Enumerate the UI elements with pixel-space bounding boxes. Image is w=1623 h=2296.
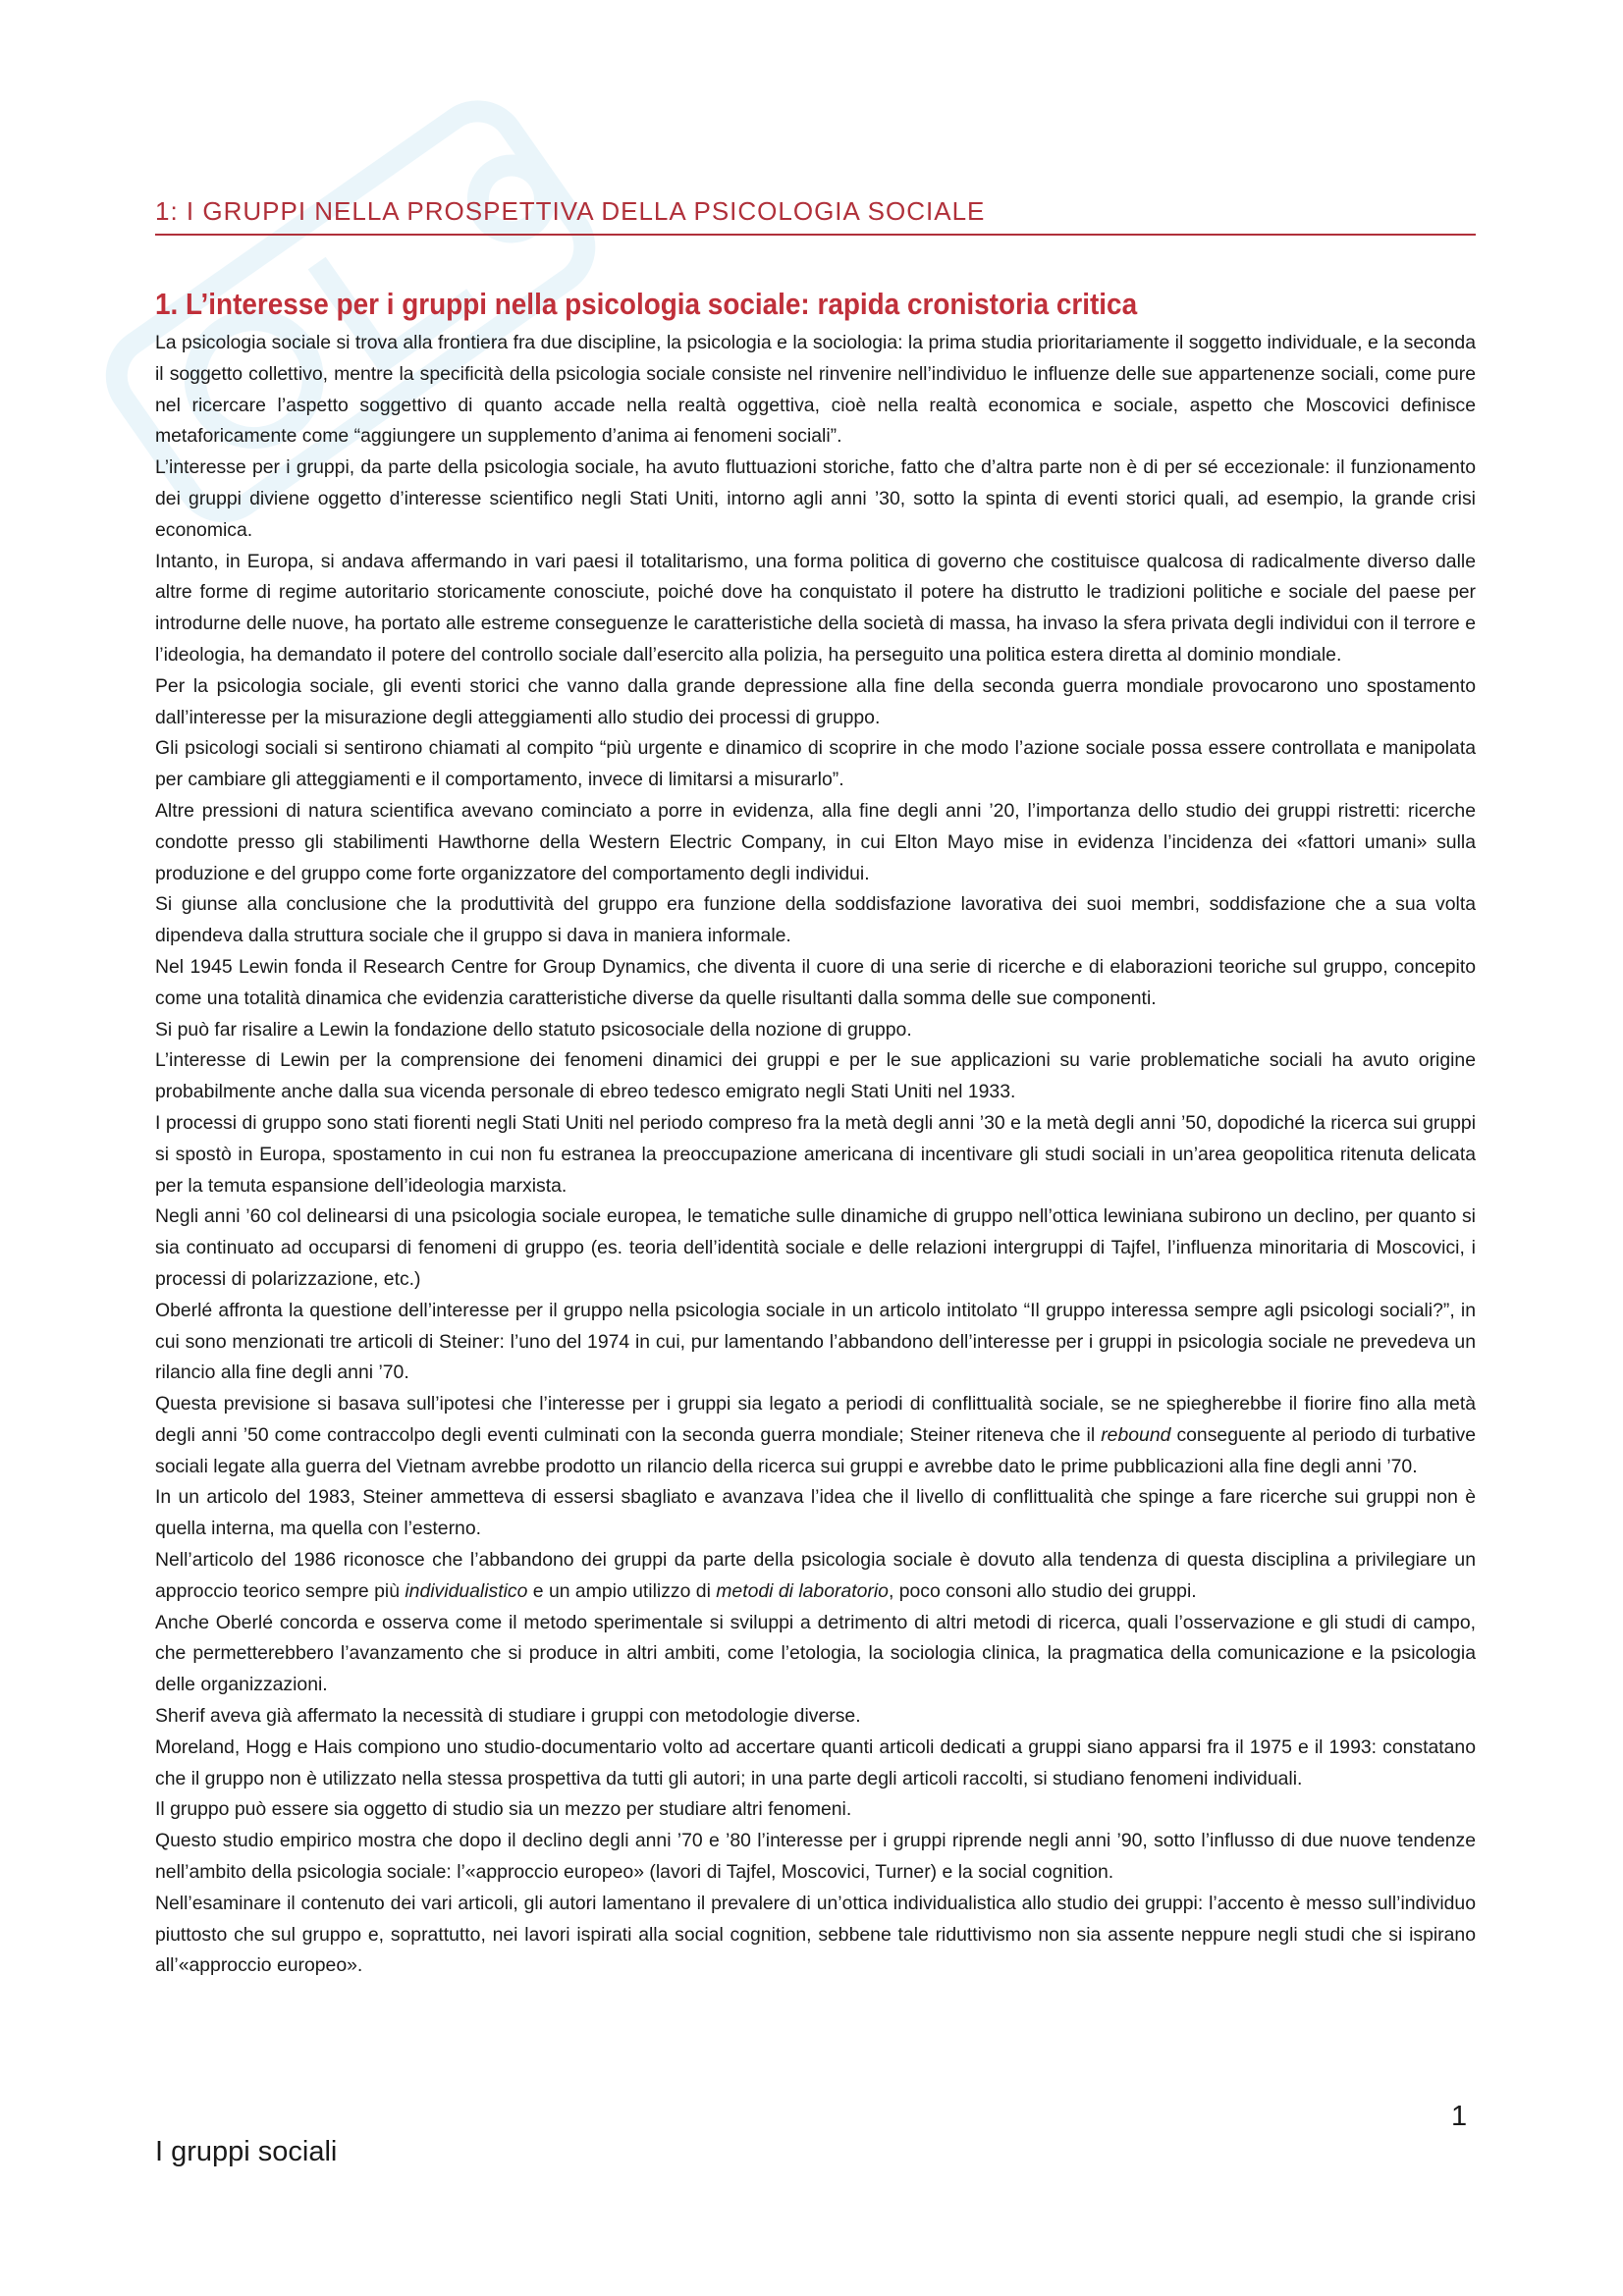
paragraph: Nel 1945 Lewin fonda il Research Centre for Group Dynamics, che diventa il cuore di una serie di ricerche e di elaborazioni teoriche sul gruppo, concepito come una totalità dinamica che evidenzia caratteristiche diverse da quelle risultanti dalla somma delle sue componenti. xyxy=(155,955,1476,1009)
title-divider xyxy=(155,234,1476,236)
paragraph-run: Questa previsione si basava sull’ipotesi che l’interesse per i gruppi sia legato a periodi di conflittualità sociale, se ne spiegherebbe il fiorire fino alla metà degli anni ’50 come contraccolpo degli eventi culminati con la seconda guerra mondiale; Steiner riteneva che il xyxy=(155,1393,1476,1446)
paragraph: Nell’esaminare il contenuto dei vari articoli, gli autori lamentano il prevalere di un’ottica individualistica allo studio dei gruppi: l’accento è messo sull’individuo piuttosto che sul gruppo e, soprattutto, nei lavori ispirati alla social cognition, sebbene tale riduttivismo non sia assente neppure negli studi che si ispirano all’«approccio europeo». xyxy=(155,1892,1476,1977)
paragraph: Il gruppo può essere sia oggetto di studio sia un mezzo per studiare altri fenomeni. xyxy=(155,1798,852,1821)
section-heading: 1. L’interesse per i gruppi nella psicologia sociale: rapida cronistoria critica xyxy=(155,287,1138,321)
italic-term: rebound xyxy=(1101,1423,1171,1446)
paragraph: L’interesse di Lewin per la comprensione dei fenomeni dinamici dei gruppi e per le sue applicazioni su varie problematiche sociali ha avuto origine probabilmente anche dalla sua vicenda personale di ebreo tedesco emigrato negli Stati Uniti nel 1933. xyxy=(155,1049,1476,1103)
chapter-title: 1: I GRUPPI NELLA PROSPETTIVA DELLA PSICOLOGIA SOCIALE xyxy=(155,196,986,226)
paragraph: L’interesse per i gruppi, da parte della psicologia sociale, ha avuto fluttuazioni storiche, fatto che d’altra parte non è di per sé eccezionale: il funzionamento dei gruppi diviene oggetto d’interesse scientifico negli Stati Uniti, intorno agli anni ’30, sotto la spinta di eventi storici quali, ad esempio, la grande crisi economica. xyxy=(155,456,1476,541)
paragraph: Altre pressioni di natura scientifica avevano cominciato a porre in evidenza, alla fine degli anni ’20, l’importanza dello studio dei gruppi ristretti: ricerche condotte presso gli stabilimenti Hawthorne della Western Electric Company, in cui Elton Mayo mise in evidenza l’incidenza dei «fattori umani» sulla produzione e del gruppo come forte organizzatore del comportamento degli individui. xyxy=(155,799,1476,884)
paragraph: Intanto, in Europa, si andava affermando in vari paesi il totalitarismo, una forma politica di governo che costituisce qualcosa di radicalmente diverso dalle altre forme di regime autoritario storicamente conosciute, poiché dove ha conquistato il potere ha distrutto le tradizioni politiche e sociale del paese per introdurne delle nuove, ha portato alle estreme conseguenze le caratteristiche della società di massa, ha invaso la sfera privata degli individui con il terrore e l’ideologia, ha demandato il potere del controllo sociale dall’esercito alla polizia, ha perseguito una politica estera diretta al dominio mondiale. xyxy=(155,550,1476,666)
paragraph: Per la psicologia sociale, gli eventi storici che vanno dalla grande depressione alla fine della seconda guerra mondiale provocarono uno spostamento dall’interesse per la misurazione degli atteggiamenti allo studio dei processi di gruppo. xyxy=(155,674,1476,728)
paragraph xyxy=(155,1545,1476,1608)
paragraph: Si può far risalire a Lewin la fondazione dello statuto psicosociale della nozione di gruppo. xyxy=(155,1018,912,1041)
paragraph-run: conseguente al periodo di turbative sociali legate alla guerra del Vietnam avrebbe prodotto un rilancio della ricerca sui gruppi e avrebbe dato le prime pubblicazioni alla fine degli anni ’70. xyxy=(155,1423,1476,1477)
paragraph: I processi di gruppo sono stati fiorenti negli Stati Uniti nel periodo compreso fra la metà degli anni ’30 e la metà degli anni ’50, dopodiché la ricerca sui gruppi si spostò in Europa, spostamento in cui non fu estranea la preoccupazione americana di incentivare gli studi sociali in un’area geopolitica ritenuta delicata per la temuta espansione dell’ideologia marxista. xyxy=(155,1111,1476,1197)
paragraph: Questo studio empirico mostra che dopo il declino degli anni ’70 e ’80 l’interesse per i gruppi riprende negli anni ’90, sotto l’influsso di due nuove tendenze nell’ambito della psicologia sociale: l’«approccio europeo» (lavori di Tajfel, Moscovici, Turner) e la social cognition. xyxy=(155,1830,1476,1884)
paragraph-run: , poco consoni allo studio dei gruppi. xyxy=(888,1579,1197,1602)
italic-term: metodi di laboratorio xyxy=(716,1579,889,1602)
paragraph: La psicologia sociale si trova alla frontiera fra due discipline, la psicologia e la sociologia: la prima studia prioritariamente il soggetto individuale, e la seconda il soggetto collettivo, mentre la specificità della psicologia sociale consiste nel rinvenire nell’individuo le influenze delle sue appartenenze sociali, come pure nel ricercare l’aspetto soggettivo di quanto accade nella realtà oggettiva, cioè nella realtà economica e sociale, aspetto che Moscovici definisce metaforicamente come “aggiungere un supplemento d’anima ai fenomeni sociali”. xyxy=(155,332,1476,448)
paragraph: Sherif aveva già affermato la necessità di studiare i gruppi con metodologie diverse. xyxy=(155,1705,861,1728)
paragraph: Anche Oberlé concorda e osserva come il metodo sperimentale si sviluppi a detrimento di altri metodi di ricerca, quali l’osservazione e gli studi di campo, che permetterebbero l’avanzamento che si produce in altri ambiti, come l’etologia, la sociologia clinica, la pragmatica della comunicazione e la psicologia delle organizzazioni. xyxy=(155,1611,1476,1696)
paragraph: Negli anni ’60 col delinearsi di una psicologia sociale europea, le tematiche sulle dinamiche di gruppo nell’ottica lewiniana subirono un declino, per quanto si sia continuato ad occuparsi di fenomeni di gruppo (es. teoria dell’identità sociale e delle relazioni intergruppi di Tajfel, l’influenza minoritaria di Moscovici, i processi di polarizzazione, etc.) xyxy=(155,1205,1476,1290)
paragraph xyxy=(155,1389,1476,1482)
body-text xyxy=(155,328,1476,1982)
paragraph-run: e un ampio utilizzo di xyxy=(527,1579,717,1602)
italic-term: individualistico xyxy=(405,1579,528,1602)
paragraph: Gli psicologi sociali si sentirono chiamati al compito “più urgente e dinamico di scoprire in che modo l’azione sociale possa essere controllata e manipolata per cambiare gli atteggiamenti e il comportamento, invece di limitarsi a misurarlo”. xyxy=(155,737,1476,791)
paragraph: In un articolo del 1983, Steiner ammetteva di essersi sbagliato e avanzava l’idea che il livello di conflittualità che spinge a fare ricerche sui gruppi non è quella interna, ma quella con l’esterno. xyxy=(155,1486,1476,1540)
paragraph: Oberlé affronta la questione dell’interesse per il gruppo nella psicologia sociale in un articolo intitolato “Il gruppo interessa sempre agli psicologi sociali?”, in cui sono menzionati tre articoli di Steiner: l’uno del 1974 in cui, pur lamentando l’abbandono dell’interesse per i gruppi in psicologia sociale ne prevedeva un rilancio alla fine degli anni ’70. xyxy=(155,1299,1476,1384)
paragraph: Si giunse alla conclusione che la produttività del gruppo era funzione della soddisfazione lavorativa dei suoi membri, soddisfazione che a sua volta dipendeva dalla struttura sociale che il gruppo si dava in maniera informale. xyxy=(155,893,1476,947)
paragraph-run: Nell’articolo del 1986 riconosce che l’abbandono dei gruppi da parte della psicologia sociale è dovuto alla tendenza di questa disciplina a privilegiare un approccio teorico sempre più xyxy=(155,1549,1476,1602)
paragraph: Moreland, Hogg e Hais compiono uno studio-documentario volto ad accertare quanti articoli dedicati a gruppi siano apparsi fra il 1975 e il 1993: constatano che il gruppo non è utilizzato nella stessa prospettiva da tutti gli autori; in una parte degli articoli raccolti, si studiano fenomeni individuali. xyxy=(155,1735,1476,1789)
footer-document-title: I gruppi sociali xyxy=(155,2136,338,2167)
page-number: 1 xyxy=(1451,2101,1468,2132)
